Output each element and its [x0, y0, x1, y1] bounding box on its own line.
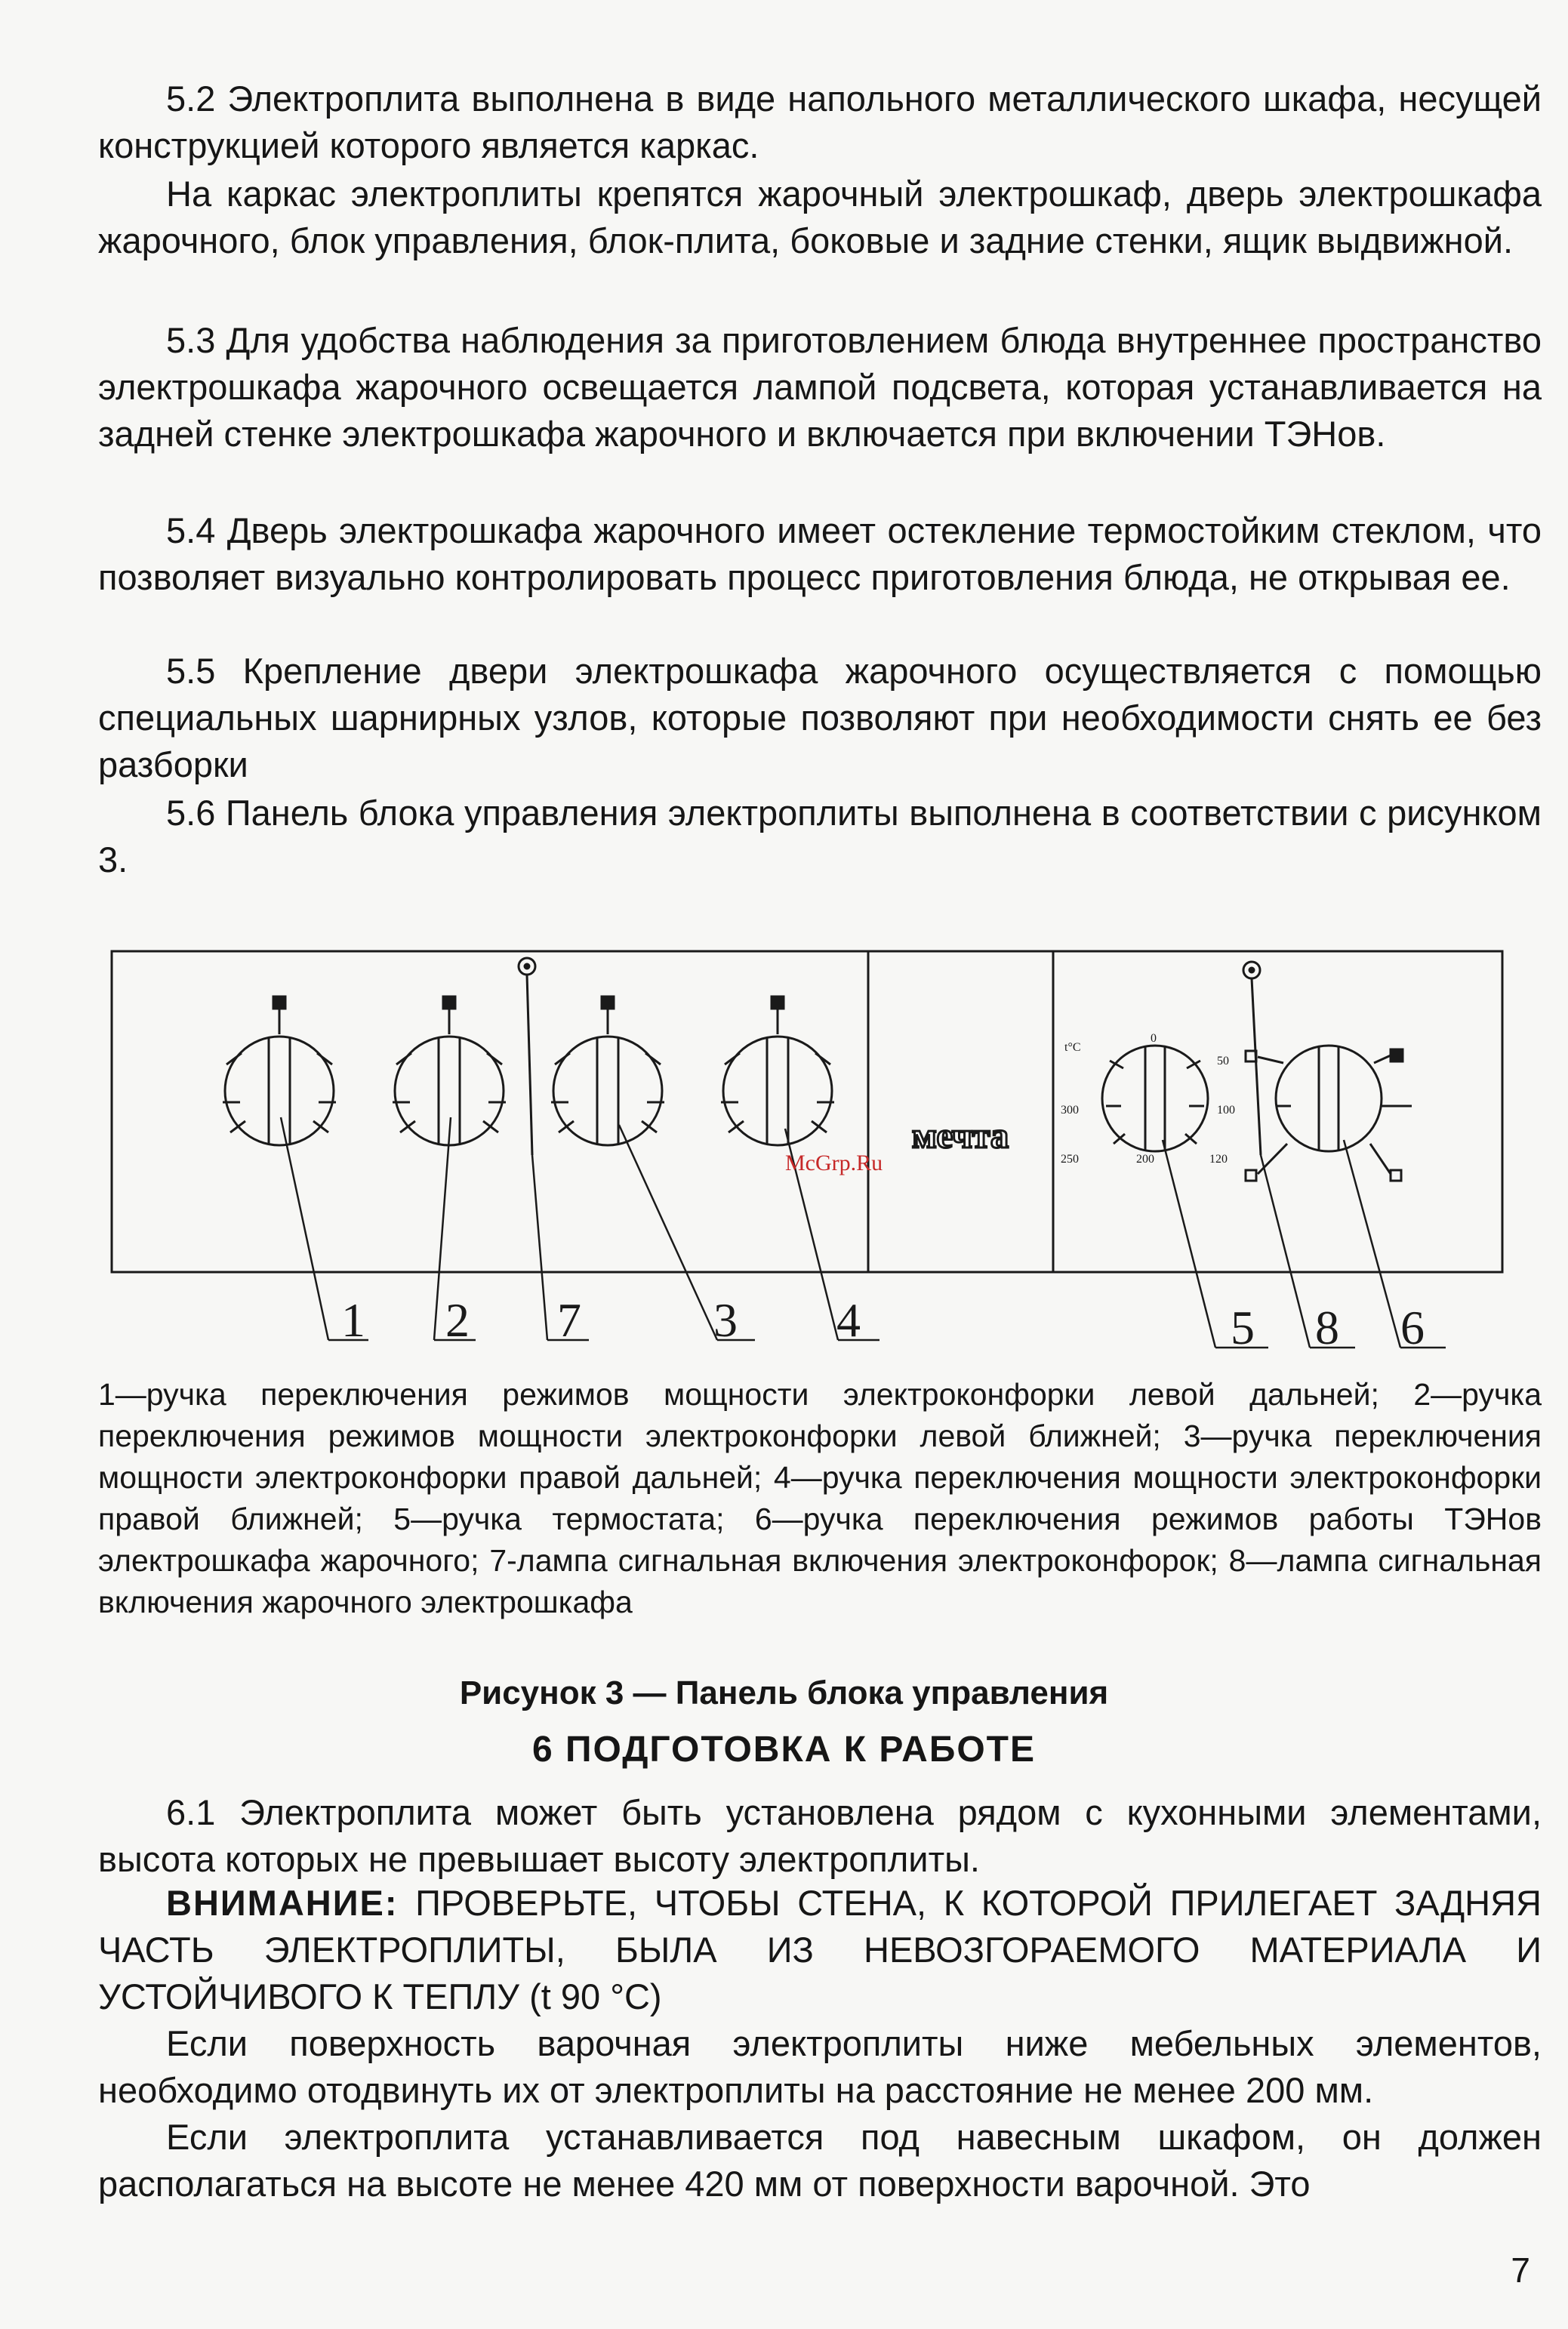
knob-4	[721, 997, 834, 1145]
paragraph-5-6	[98, 790, 1542, 883]
panel-outline	[112, 951, 1502, 1272]
thermo-tick-top: 0	[1151, 1032, 1157, 1045]
callout-1: 1	[341, 1293, 365, 1347]
paragraph-furniture-text: Если поверхность варочная электроплиты ниже мебельных элементов, необходимо отодвинуть их от электроплиты на расстояние не менее 200 мм.	[98, 2023, 1542, 2110]
paragraph-5-4	[98, 507, 1542, 601]
figure-caption: 1—ручка переключения режимов мощности электроконфорки левой дальней; 2—ручка переключения режимов мощности электроконфорки левой ближней; 3—ручка переключения мощности электроконфорки правой дальней; 4—ручка переключения мощности электроконфорки правой ближней; 5—ручка термостата; 6—ручка переключения режимов работы ТЭНов электрошкафа жарочного; 7-лампа сигнальная включения электроконфорок; 8—лампа сигнальная включения жарочного электрошкафа	[98, 1377, 1542, 1619]
knob-1	[223, 997, 336, 1145]
paragraph-cabinet-text: Если электроплита устанавливается под навесным шкафом, он должен располагаться на высоте не менее 420 мм от поверхности варочной. Это	[98, 2117, 1542, 2204]
thermo-tick-left-1: 300	[1061, 1104, 1079, 1117]
thermo-tick-bottom: 200	[1136, 1153, 1154, 1166]
callout-6: 6	[1400, 1301, 1425, 1354]
callout-7: 7	[557, 1293, 581, 1347]
warning-paragraph	[98, 1880, 1542, 2020]
lamp-7	[519, 958, 535, 1155]
paragraph-5-5	[98, 648, 1542, 788]
callout-5: 5	[1231, 1301, 1255, 1354]
thermo-tick-label: t°C	[1064, 1041, 1081, 1054]
watermark: McGrp.Ru	[785, 1151, 883, 1175]
paragraph-5-2-frame-text: На каркас электроплиты крепятся жарочный электрошкаф, дверь электрошкафа жарочного, блок управления, блок-плита, боковые и задние стенки, ящик выдвижной.	[98, 174, 1542, 260]
callout-8: 8	[1315, 1301, 1339, 1354]
page-number: 7	[1511, 2250, 1530, 2290]
figure-title: Рисунок 3 — Панель блока управления	[459, 1674, 1109, 1711]
oven-mode-knob-6	[1246, 1046, 1412, 1181]
paragraph-5-3	[98, 317, 1542, 457]
section-title: 6 ПОДГОТОВКА К РАБОТЕ	[531, 1730, 1037, 1770]
thermo-tick-right-3: 120	[1209, 1153, 1228, 1166]
callout-4: 4	[836, 1293, 861, 1347]
knob-3	[551, 997, 664, 1145]
knob-2	[393, 997, 506, 1145]
paragraph-5-5-text: 5.5 Крепление двери электрошкафа жарочного осуществляется с помощью специальных шарнирных узлов, которые позволяют при необходимости снять ее без разборки	[98, 651, 1542, 784]
paragraph-5-2-frame	[98, 171, 1542, 264]
paragraph-5-2-text: 5.2 Электроплита выполнена в виде напольного металлического шкафа, несущей конструкцией которого является каркас.	[98, 79, 1542, 165]
control-panel-figure	[0, 929, 1568, 1374]
callout-3: 3	[713, 1293, 738, 1347]
paragraph-6-1-text: 6.1 Электроплита может быть установлена рядом с кухонными элементами, высота которых не превышает высоту электроплиты.	[98, 1792, 1542, 1879]
paragraph-5-3-text: 5.3 Для удобства наблюдения за приготовлением блюда внутреннее пространство электрошкафа жарочного освещается лампой подсвета, которая устанавливается на задней стенке электрошкафа жарочного и включается при включении ТЭНов.	[98, 320, 1542, 454]
warning-text: ПРОВЕРЬТЕ, ЧТОБЫ СТЕНА, К КОТОРОЙ ПРИЛЕГАЕТ ЗАДНЯЯ ЧАСТЬ ЭЛЕКТРОПЛИТЫ, БЫЛА ИЗ НЕВОЗГОРАЕМОГО МАТЕРИАЛА И УСТОЙЧИВОГО К ТЕПЛУ (t 90 °С)	[98, 1883, 1542, 2016]
warning-label: ВНИМАНИЕ:	[166, 1883, 399, 1923]
paragraph-furniture	[98, 2020, 1542, 2114]
callout-2: 2	[445, 1293, 470, 1347]
paragraph-5-4-text: 5.4 Дверь электрошкафа жарочного имеет остекление термостойким стеклом, что позволяет визуально контролировать процесс приготовления блюда, не открывая ее.	[98, 510, 1542, 597]
brand-logo: мечта	[911, 1116, 1009, 1156]
thermo-tick-left-2: 250	[1061, 1153, 1079, 1166]
paragraph-5-6-text: 5.6 Панель блока управления электроплиты выполнена в соответствии с рисунком 3.	[98, 793, 1542, 880]
paragraph-6-1	[98, 1789, 1542, 1883]
thermo-tick-right-2: 100	[1217, 1104, 1235, 1117]
thermo-tick-right-1: 50	[1217, 1055, 1229, 1067]
paragraph-cabinet	[98, 2114, 1542, 2207]
thermostat-knob-5	[1102, 1046, 1208, 1151]
paragraph-5-2	[98, 75, 1542, 169]
